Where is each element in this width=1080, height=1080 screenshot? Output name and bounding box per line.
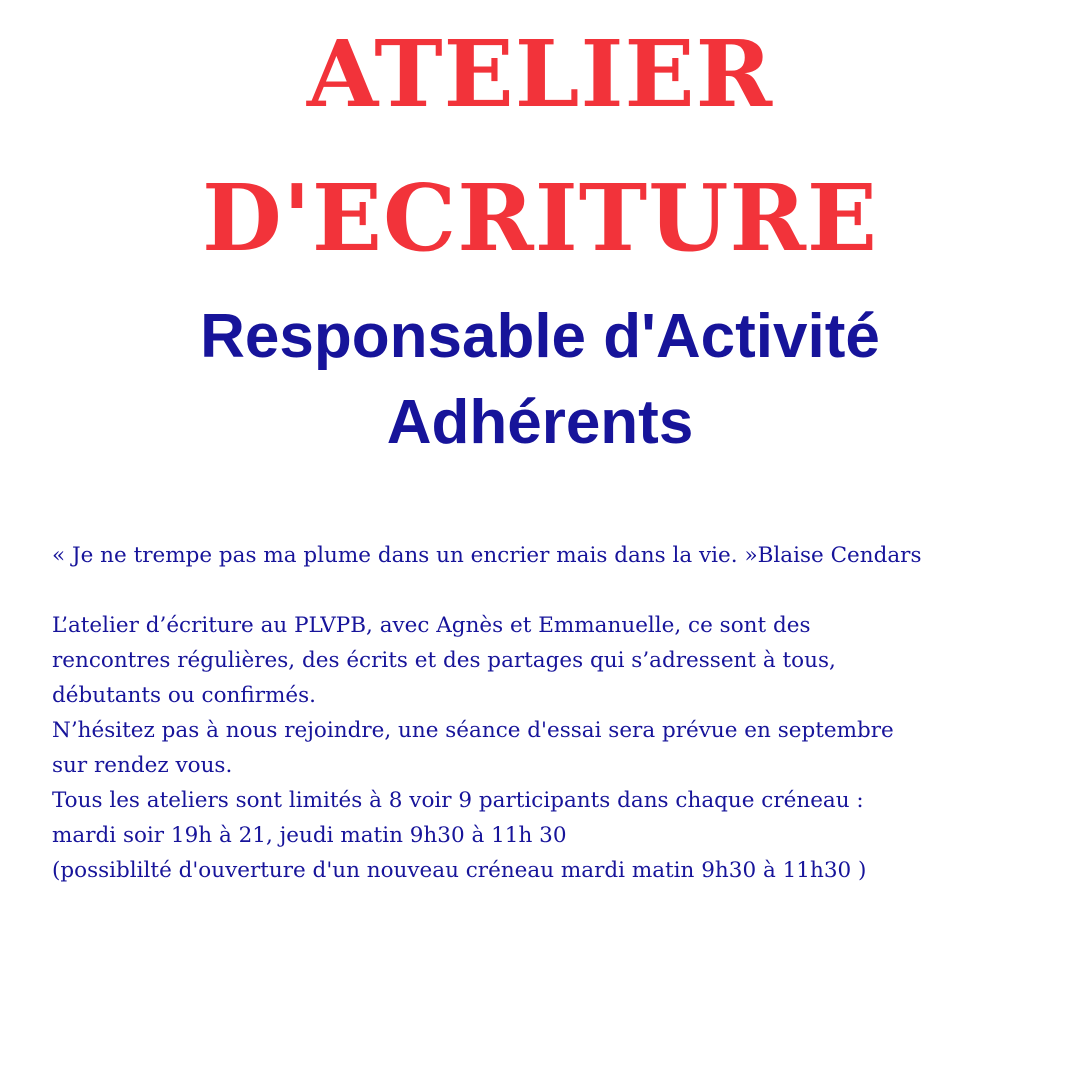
quote: « Je ne trempe pas ma plume dans un encrier mais dans la vie. »Blaise Cendars (52, 543, 922, 568)
subtitle-line-2: Adhérents (386, 388, 694, 457)
paragraph-line: (possiblilté d'ouverture d'un nouveau créneau mardi matin 9h30 à 11h30 ) (52, 858, 867, 883)
title-line-2: D'ECRITURE (201, 164, 879, 272)
spacer (52, 573, 1052, 608)
paragraph-line: L’atelier d’écriture au PLVPB, avec Agnès et Emmanuelle, ce sont des (52, 613, 811, 638)
paragraph-line: rencontres régulières, des écrits et des partages qui s’adressent à tous, (52, 648, 836, 673)
paragraph-line: mardi soir 19h à 21, jeudi matin 9h30 à 11h 30 (52, 823, 567, 848)
paragraph-line: N’hésitez pas à nous rejoindre, une séance d'essai sera prévue en septembre (52, 718, 894, 743)
subtitle-line-1: Responsable d'Activité (200, 302, 880, 371)
title-line-1: ATELIER (306, 20, 774, 128)
paragraph-line: sur rendez vous. (52, 753, 233, 778)
paragraph-line: Tous les ateliers sont limités à 8 voir 9 participants dans chaque créneau : (52, 788, 864, 813)
body-text (52, 538, 1052, 888)
paragraph-line: débutants ou confirmés. (52, 683, 316, 708)
